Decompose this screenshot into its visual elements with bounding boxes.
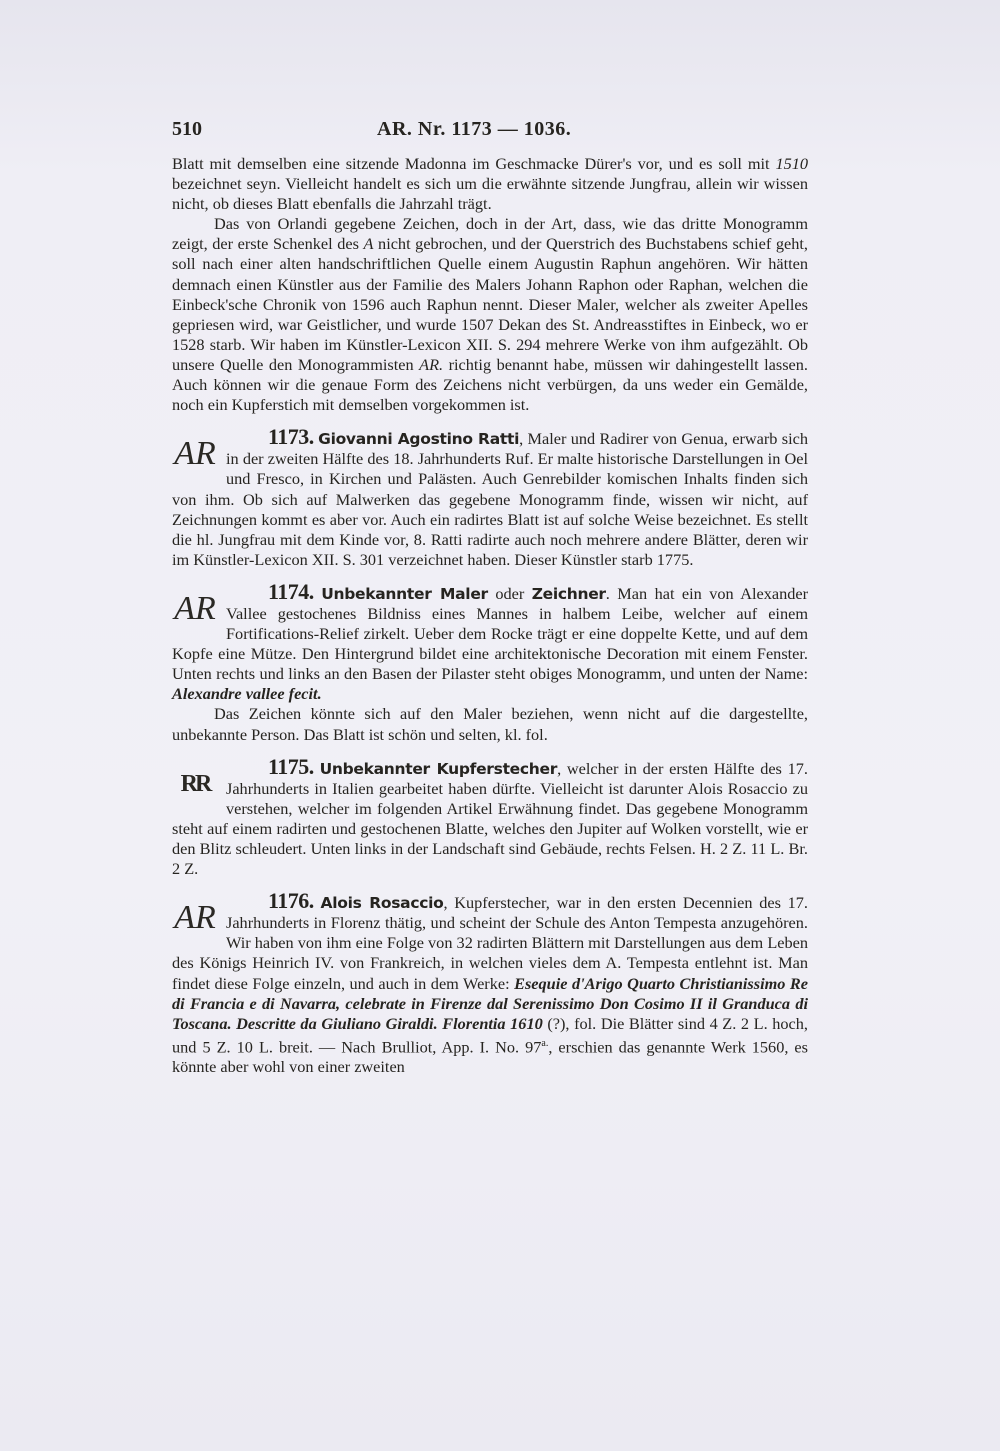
- entry-1173-text: 1173. Giovanni Agostino Ratti AR , Maler und Radirer von Genua, erwarb sich in der zweiten Hälfte des 18. Jahrhunderts Ruf. Er malte historische Darstellungen in Oel und Fresco, in Kirchen und Palästen. Auch Genrebilder komischen Inhalts finden sich von ihm. Ob sich auf Malwerken das gegebene Monogramm finde, wissen wir nicht, auf Zeichnungen kommt es aber vor. Auch ein radirtes Blatt ist auf solche Weise bezeichnet. Es stellt die hl. Jungfrau mit dem Kinde vor, 8. Ratti radirte auch noch mehrere andere Blätter, deren wir im Künstler-Lexicon XII. S. 301 verzeichnet haben. Dieser Künstler starb 1775.: [172, 424, 809, 569]
- entry-number: 1173.: [268, 424, 314, 450]
- entry-1176: [172, 888, 808, 1077]
- monogram-icon: AR: [174, 589, 216, 627]
- entry-1173: [172, 424, 809, 570]
- entry-1175: [172, 753, 809, 880]
- monogram-icon: RR: [180, 770, 210, 797]
- entry-name-2: Zeichner: [531, 584, 606, 603]
- entry-name: Giovanni Agostino Ratti: [318, 430, 520, 449]
- entry-number: 1176.: [268, 888, 314, 914]
- monogram-icon: AR: [174, 899, 216, 937]
- page-number: 510: [172, 118, 202, 140]
- entry-1175-text: 1175. Unbekannter Kupferstecher RR , welcher in der ersten Hälfte des 17. Jahrhunderts in Italien gearbeitet haben dürfte. Vielleicht ist darunter Alois Rosaccio zu verstehen, welcher im folgenden Artikel Erwähnung findet. Das gegebene Monogramm steht auf einem radirten und gestochenen Blatte, welches den Jupiter auf Wolken vorstellt, wie er den Blitz schleudert. Unten links in der Landschaft sind Gebäude, rechts Felsen. H. 2 Z. 11 L. Br. 2 Z.: [172, 753, 809, 879]
- page-header: [172, 118, 812, 144]
- entry-1176-text: 1176. Alois Rosaccio AR , Kupferstecher, war in den ersten Decennien des 17. Jahrhunderts in Florenz thätig, und scheint der Schule des Anton Tempesta anzugehören. Wir haben von ihm eine Folge von 32 radirten Blättern mit Darstellungen aus dem Leben des Königs Heinrich IV. von Frankreich, in welchen vieles dem A. Tempesta entlehnt ist. Man findet diese Folge einzeln, und auch in dem Werke: Esequie d'Arigo Quarto Christianissimo Re di Francia e di Navarra, celebrate in Firenze dal Serenissimo Don Cosimo II il Granduca di Toscana. Descritte da Giuliano Giraldi. Florentia 1610 (?), fol. Die Blätter sind 4 Z. 2 L. hoch, und 5 Z. 10 L. breit. — Nach Brulliot, App. I. No. $97^{a.}$, erschien das genannte Werk 1560, es könnte aber wohl von einer zweiten: [172, 888, 808, 1077]
- entry-number: 1174.: [268, 578, 314, 604]
- entry-1174-text: 1174. Unbekannter Maler oder Zeichner AR . Man hat ein von Alexander Vallee gestochenes Bildniss eines Mannes in halbem Leibe, welcher auf einem Fortifications-Relief zirkelt. Ueber dem Rocke trägt er eine doppelte Kette, und auf dem Kopfe eine Mütze. Den Hintergrund bildet eine architektonische Decoration mit einem Fenster. Unten rechts und links an den Basen der Pilaster steht obiges Monogramm, und unten der Name: Alexandre vallee fecit.: [172, 578, 809, 704]
- entry-name: Unbekannter Maler: [321, 584, 488, 603]
- entry-name: Unbekannter Kupferstecher: [319, 759, 558, 778]
- entry-1174-text-2: Das Zeichen könnte sich auf den Maler beziehen, wenn nicht auf die dargestellte, unbekannte Person. Das Blatt ist schön und selten, kl. fol.: [172, 704, 808, 744]
- intro-paragraph-2: Das von Orlandi gegebene Zeichen, doch in der Art, dass, wie das dritte Monogramm zeigt, der erste Schenkel des A nicht gebrochen, und der Querstrich des Buchstabens schief geht, soll nach einer alten handschriftlichen Quelle einem Augustin Raphun angehören. Wir hätten demnach einen Künstler aus der Familie des Malers Johann Raphon oder Raphan, welchen die Einbeck'sche Chronik von 1596 auch Raphun nennt. Dieser Maler, welcher als zweiter Apelles gepriesen wird, war Geistlicher, und wurde 1507 Dekan des St. Andreasstiftes in Einbeck, wo er 1528 starb. Wir haben im Künstler-Lexicon XII. S. 294 mehrere Werke von ihm aufgezählt. Ob unsere Quelle den Monogrammisten AR. richtig benannt habe, müssen wir dahingestellt lassen. Auch können wir die genaue Form des Zeichens nicht verbürgen, da uns weder ein Gemälde, noch ein Kupferstich mit demselben vorgekommen ist.: [172, 214, 809, 415]
- running-title: AR. Nr. 1173 — 1036.: [377, 118, 572, 140]
- monogram-icon: AR: [174, 435, 216, 473]
- entry-number: 1175.: [268, 753, 314, 779]
- entry-name: Alois Rosaccio: [320, 894, 444, 913]
- page-body: [172, 154, 808, 1077]
- entry-1174: [172, 578, 809, 745]
- intro-paragraph-1: Blatt mit demselben eine sitzende Madonna im Geschmacke Dürer's vor, und es soll mit 1510 bezeichnet seyn. Vielleicht handelt es sich um die erwähnte sitzende Jungfrau, allein wir wissen nicht, ob dieses Blatt ebenfalls die Jahrzahl trägt.: [172, 154, 808, 214]
